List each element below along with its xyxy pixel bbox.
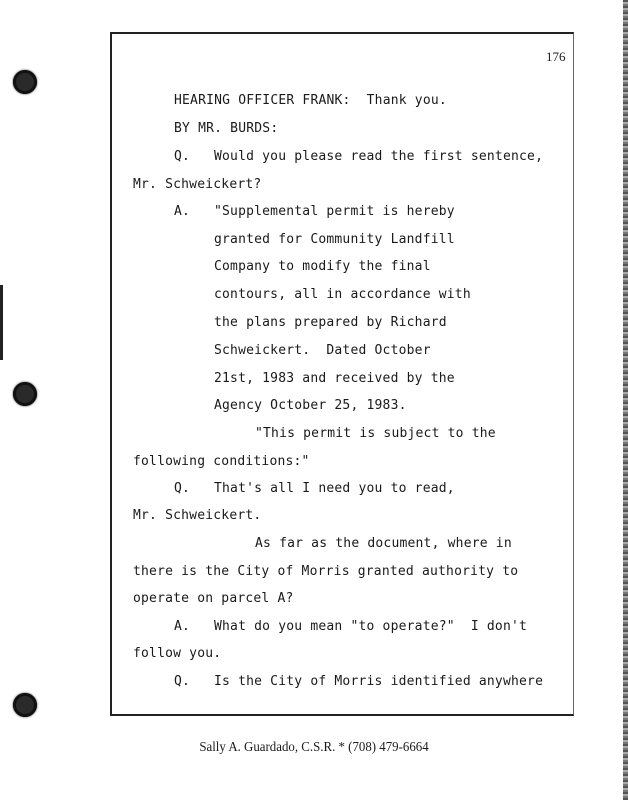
transcript-line: the plans prepared by Richard (214, 315, 447, 330)
transcript-line: Schweickert. Dated October (214, 343, 431, 358)
page-number: 176 (546, 49, 566, 64)
transcript-line: Would you please read the first sentence, (214, 149, 544, 164)
transcript-line: following conditions:" (133, 454, 310, 469)
transcript-line: 21st, 1983 and received by the (214, 371, 455, 386)
transcript-line: What do you mean "to operate?" I don't (214, 619, 528, 634)
transcript-line: HEARING OFFICER FRANK: Thank you. (174, 93, 447, 108)
transcript-line: Mr. Schweickert? (133, 177, 262, 192)
transcript-line: Company to modify the final (214, 259, 431, 274)
transcript-line: operate on parcel A? (133, 591, 294, 606)
binder-hole-icon (13, 382, 37, 406)
binder-hole-icon (13, 70, 37, 94)
transcript-line: Agency October 25, 1983. (214, 398, 407, 413)
transcript-line: Mr. Schweickert. (133, 508, 262, 523)
transcript-line: follow you. (133, 646, 222, 661)
transcript-line: As far as the document, where in (255, 536, 512, 551)
transcript-line: A. (174, 619, 191, 634)
transcript-line: Is the City of Morris identified anywhere (214, 674, 544, 689)
scan-margin-mark (0, 285, 3, 360)
scan-edge (623, 0, 628, 800)
transcript-line: Q. (174, 674, 191, 689)
transcript-line: Q. (174, 149, 191, 164)
transcript-line: That's all I need you to read, (214, 481, 455, 496)
transcript-line: Q. (174, 481, 191, 496)
transcript-line: "Supplemental permit is hereby (214, 204, 455, 219)
transcript-line: there is the City of Morris granted authority to (133, 564, 519, 579)
transcript-line: granted for Community Landfill (214, 232, 455, 247)
transcript-line: BY MR. BURDS: (174, 121, 279, 136)
reporter-footer: Sally A. Guardado, C.S.R. * (708) 479-6664 (199, 740, 429, 755)
transcript-line: A. (174, 204, 191, 219)
transcript-line: contours, all in accordance with (214, 287, 471, 302)
binder-hole-icon (13, 693, 37, 717)
transcript-line: "This permit is subject to the (255, 426, 496, 441)
